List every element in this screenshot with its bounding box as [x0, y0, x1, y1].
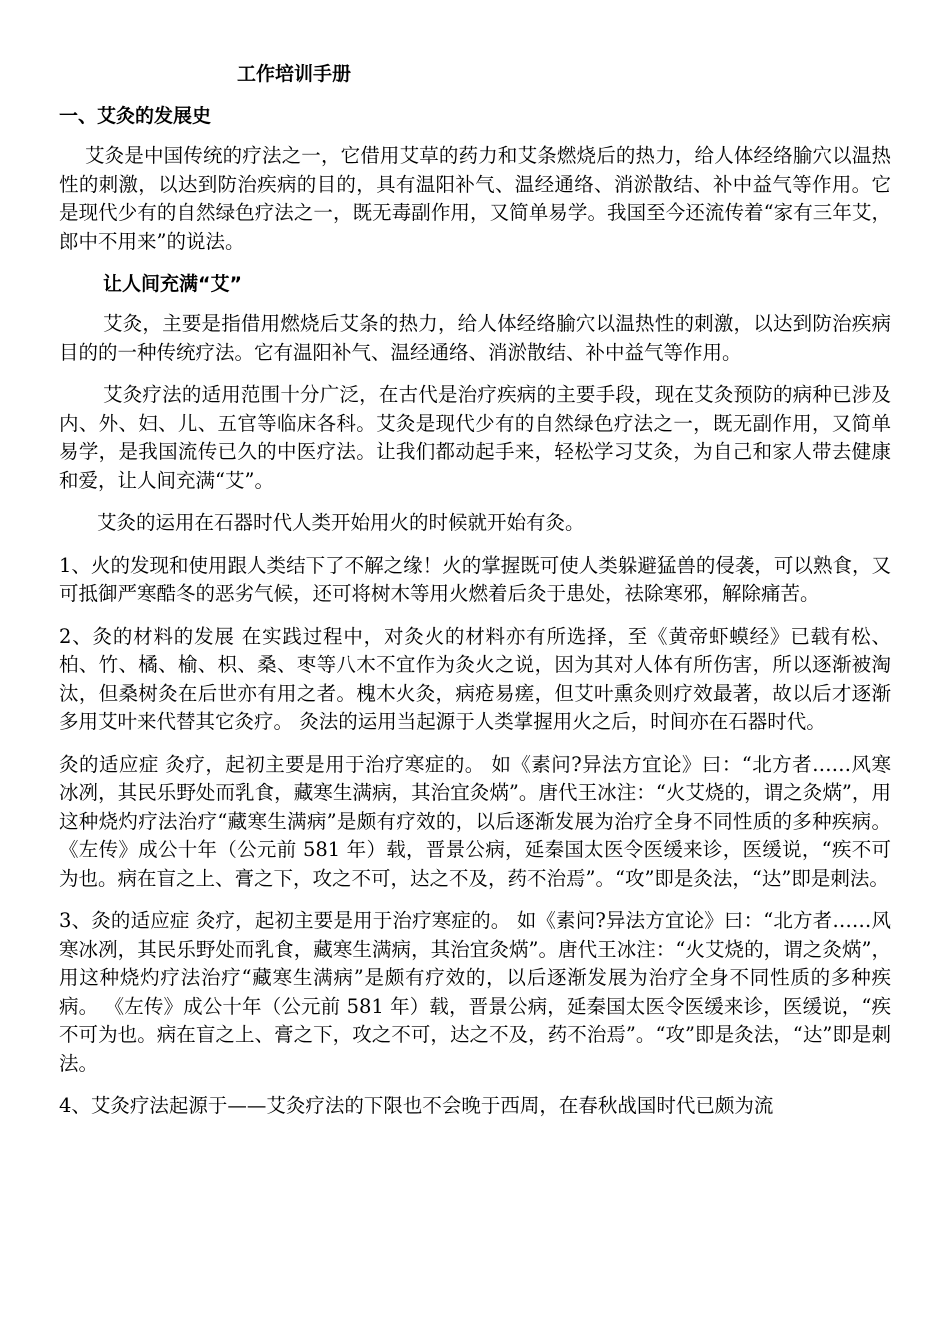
paragraph-origin-period: 4、艾灸疗法起源于——艾灸疗法的下限也不会晚于西周，在春秋战国时代已颇为流	[59, 1094, 774, 1117]
subheading-ai: 让人间充满“艾”	[103, 273, 242, 295]
section-heading-history: 一、艾灸的发展史	[59, 105, 212, 127]
document-title: 工作培训手册	[237, 63, 352, 85]
paragraph-intro: 艾灸是中国传统的疗法之一，它借用艾草的药力和艾条燃烧后的热力，给人体经络腧穴以温热性的刺激，以达到防治疾病的目的，具有温阳补气、温经通络、消淤散结、补中益气等作用。它是现代少有的自然绿色疗法之一，既无毒副作用，又简单易学。我国至今还流传着“家有三年艾，郎中不用来”的说法。	[59, 144, 891, 253]
paragraph-fire: 1、火的发现和使用跟人类结下了不解之缘！火的掌握既可使人类躲避猛兽的侵袭，可以熟食，又可抵御严寒酷冬的恶劣气候，还可将树木等用火燃着后灸于患处，祛除寒邪，解除痛苦。	[59, 553, 891, 605]
paragraph-scope: 艾灸疗法的适用范围十分广泛，在古代是治疗疾病的主要手段，现在艾灸预防的病种已涉及内、外、妇、儿、五官等临床各科。艾灸是现代少有的自然绿色疗法之一，既无副作用，又简单易学，是我国流传已久的中医疗法。让我们都动起手来，轻松学习艾灸，为自己和家人带去健康和爱，让人间充满“艾”。	[59, 383, 891, 492]
paragraph-definition: 艾灸，主要是指借用燃烧后艾条的热力，给人体经络腧穴以温热性的刺激，以达到防治疾病目的的一种传统疗法。它有温阳补气、温经通络、消淤散结、补中益气等作用。	[59, 312, 891, 364]
paragraph-materials: 2、灸的材料的发展 在实践过程中，对灸火的材料亦有所选择，至《黄帝虾蟆经》已载有松、柏、竹、橘、榆、枳、桑、枣等八木不宜作为灸火之说，因为其对人体有所伤害，所以逐渐被淘汰，但桑树灸在后世亦有用之者。槐木火灸，病疮易瘥，但艾叶熏灸则疗效最著，故以后才逐渐多用艾叶来代替其它灸疗。 灸法的运用当起源于人类掌握用火之后，时间亦在石器时代。	[59, 624, 891, 733]
paragraph-indications-numbered: 3、灸的适应症 灸疗，起初主要是用于治疗寒症的。 如《素问?异法方宜论》曰：“北方者……风寒冰冽，其民乐野处而乳食，藏寒生满病，其治宜灸焫”。唐代王冰注：“火艾烧的，谓之灸焫”，用这种烧灼疗法治疗“藏寒生满病”是颇有疗效的，以后逐渐发展为治疗全身不同性质的多种疾病。 《左传》成公十年（公元前 581 年）载，晋景公病，延秦国太医令医缓来诊，医缓说，“疾不可为也。病在盲之上、膏之下，攻之不可，达之不及，药不治焉”。“攻”即是灸法，“达”即是刺法。	[59, 909, 891, 1075]
document-body	[59, 60, 891, 1121]
paragraph-origin: 艾灸的运用在石器时代人类开始用火的时候就开始有灸。	[97, 511, 585, 534]
paragraph-indications: 灸的适应症 灸疗，起初主要是用于治疗寒症的。 如《素问?异法方宜论》曰：“北方者……风寒冰冽，其民乐野处而乳食，藏寒生满病，其治宜灸焫”。唐代王冰注：“火艾烧的，谓之灸焫”，用这种烧灼疗法治疗“藏寒生满病”是颇有疗效的，以后逐渐发展为治疗全身不同性质的多种疾病。 《左传》成公十年（公元前 581 年）载，晋景公病，延秦国太医令医缓来诊，医缓说，“疾不可为也。病在盲之上、膏之下，攻之不可，达之不及，药不治焉”。“攻”即是灸法，“达”即是刺法。	[59, 752, 891, 890]
